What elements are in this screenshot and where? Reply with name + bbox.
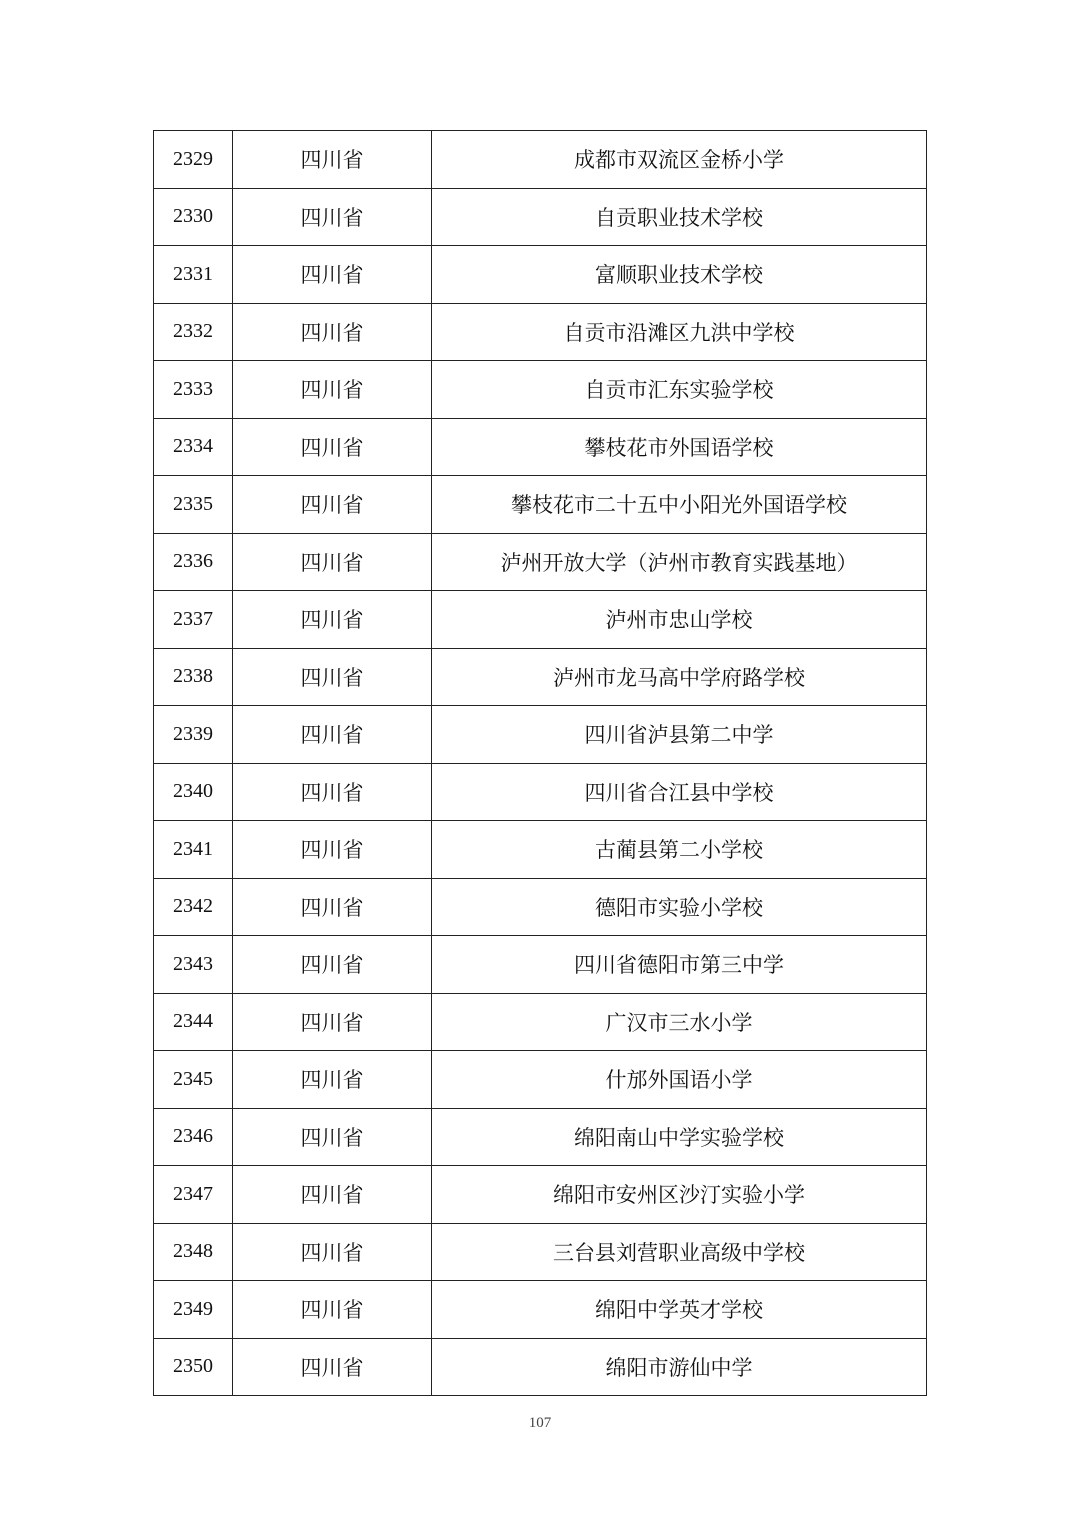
row-number-cell: 2332 bbox=[154, 303, 233, 361]
school-name-cell: 成都市双流区金桥小学 bbox=[432, 131, 927, 189]
province-cell: 四川省 bbox=[233, 533, 432, 591]
table-row bbox=[154, 188, 927, 246]
table-body bbox=[154, 131, 927, 1396]
table-row bbox=[154, 1108, 927, 1166]
table-row bbox=[154, 1051, 927, 1109]
row-number-cell: 2348 bbox=[154, 1223, 233, 1281]
school-name-cell: 绵阳市安州区沙汀实验小学 bbox=[432, 1166, 927, 1224]
school-name-cell: 富顺职业技术学校 bbox=[432, 246, 927, 304]
row-number-cell: 2349 bbox=[154, 1281, 233, 1339]
school-name-cell: 绵阳中学英才学校 bbox=[432, 1281, 927, 1339]
province-cell: 四川省 bbox=[233, 1338, 432, 1396]
school-name-cell: 四川省泸县第二中学 bbox=[432, 706, 927, 764]
row-number-cell: 2333 bbox=[154, 361, 233, 419]
school-name-cell: 四川省合江县中学校 bbox=[432, 763, 927, 821]
table-row bbox=[154, 1281, 927, 1339]
school-name-cell: 泸州市龙马高中学府路学校 bbox=[432, 648, 927, 706]
table-row bbox=[154, 361, 927, 419]
row-number-cell: 2330 bbox=[154, 188, 233, 246]
row-number-cell: 2345 bbox=[154, 1051, 233, 1109]
province-cell: 四川省 bbox=[233, 418, 432, 476]
school-name-cell: 什邡外国语小学 bbox=[432, 1051, 927, 1109]
province-cell: 四川省 bbox=[233, 361, 432, 419]
school-name-cell: 三台县刘营职业高级中学校 bbox=[432, 1223, 927, 1281]
row-number-cell: 2329 bbox=[154, 131, 233, 189]
province-cell: 四川省 bbox=[233, 936, 432, 994]
table-row bbox=[154, 878, 927, 936]
row-number-cell: 2347 bbox=[154, 1166, 233, 1224]
province-cell: 四川省 bbox=[233, 1051, 432, 1109]
school-name-cell: 攀枝花市二十五中小阳光外国语学校 bbox=[432, 476, 927, 534]
province-cell: 四川省 bbox=[233, 1166, 432, 1224]
row-number-cell: 2331 bbox=[154, 246, 233, 304]
table-row bbox=[154, 1338, 927, 1396]
row-number-cell: 2340 bbox=[154, 763, 233, 821]
province-cell: 四川省 bbox=[233, 706, 432, 764]
row-number-cell: 2336 bbox=[154, 533, 233, 591]
school-name-cell: 攀枝花市外国语学校 bbox=[432, 418, 927, 476]
table-row bbox=[154, 533, 927, 591]
row-number-cell: 2341 bbox=[154, 821, 233, 879]
table-row bbox=[154, 821, 927, 879]
school-name-cell: 自贡市沿滩区九洪中学校 bbox=[432, 303, 927, 361]
table-row bbox=[154, 591, 927, 649]
province-cell: 四川省 bbox=[233, 878, 432, 936]
row-number-cell: 2339 bbox=[154, 706, 233, 764]
table-row bbox=[154, 246, 927, 304]
school-name-cell: 古蔺县第二小学校 bbox=[432, 821, 927, 879]
row-number-cell: 2343 bbox=[154, 936, 233, 994]
province-cell: 四川省 bbox=[233, 131, 432, 189]
table-row bbox=[154, 303, 927, 361]
province-cell: 四川省 bbox=[233, 1223, 432, 1281]
row-number-cell: 2335 bbox=[154, 476, 233, 534]
province-cell: 四川省 bbox=[233, 763, 432, 821]
row-number-cell: 2342 bbox=[154, 878, 233, 936]
province-cell: 四川省 bbox=[233, 476, 432, 534]
school-name-cell: 四川省德阳市第三中学 bbox=[432, 936, 927, 994]
province-cell: 四川省 bbox=[233, 648, 432, 706]
row-number-cell: 2344 bbox=[154, 993, 233, 1051]
school-name-cell: 绵阳南山中学实验学校 bbox=[432, 1108, 927, 1166]
table-row bbox=[154, 706, 927, 764]
school-name-cell: 自贡市汇东实验学校 bbox=[432, 361, 927, 419]
table-row bbox=[154, 1223, 927, 1281]
province-cell: 四川省 bbox=[233, 821, 432, 879]
school-name-cell: 泸州市忠山学校 bbox=[432, 591, 927, 649]
page-number: 107 bbox=[528, 1415, 552, 1431]
school-name-cell: 广汉市三水小学 bbox=[432, 993, 927, 1051]
row-number-cell: 2346 bbox=[154, 1108, 233, 1166]
table-row bbox=[154, 936, 927, 994]
province-cell: 四川省 bbox=[233, 993, 432, 1051]
province-cell: 四川省 bbox=[233, 591, 432, 649]
province-cell: 四川省 bbox=[233, 1108, 432, 1166]
table-row bbox=[154, 418, 927, 476]
province-cell: 四川省 bbox=[233, 1281, 432, 1339]
table-row bbox=[154, 1166, 927, 1224]
table-row bbox=[154, 648, 927, 706]
province-cell: 四川省 bbox=[233, 246, 432, 304]
row-number-cell: 2338 bbox=[154, 648, 233, 706]
row-number-cell: 2337 bbox=[154, 591, 233, 649]
table-row bbox=[154, 131, 927, 189]
row-number-cell: 2350 bbox=[154, 1338, 233, 1396]
school-name-cell: 德阳市实验小学校 bbox=[432, 878, 927, 936]
province-cell: 四川省 bbox=[233, 303, 432, 361]
table-row bbox=[154, 763, 927, 821]
school-name-cell: 绵阳市游仙中学 bbox=[432, 1338, 927, 1396]
school-list-table bbox=[153, 130, 927, 1396]
school-name-cell: 泸州开放大学（泸州市教育实践基地） bbox=[432, 533, 927, 591]
table-row bbox=[154, 476, 927, 534]
school-name-cell: 自贡职业技术学校 bbox=[432, 188, 927, 246]
row-number-cell: 2334 bbox=[154, 418, 233, 476]
table-row bbox=[154, 993, 927, 1051]
province-cell: 四川省 bbox=[233, 188, 432, 246]
